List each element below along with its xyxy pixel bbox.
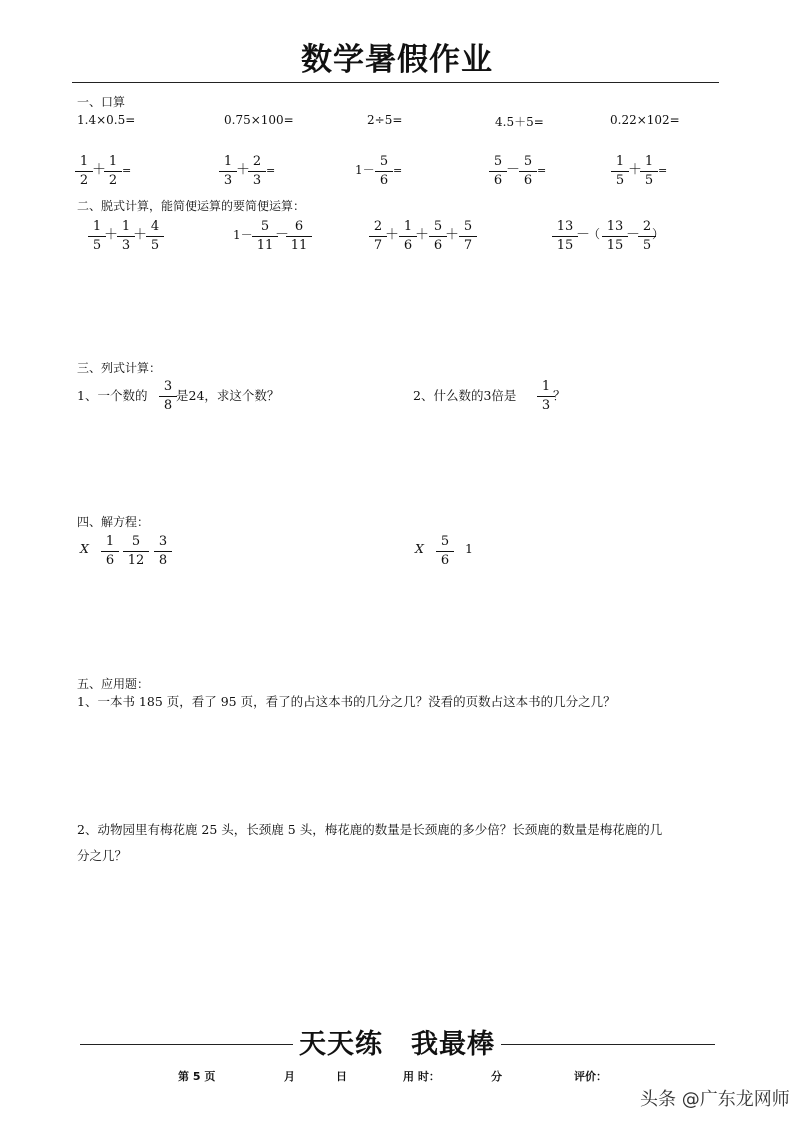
fraction: 5 6 — [374, 155, 394, 189]
equation-rhs: 1 — [465, 541, 473, 556]
fraction: 1 2 — [103, 155, 123, 189]
fraction: 5 6 — [518, 155, 538, 189]
section-2-heading: 二、脱式计算，能简便运算的要简便运算： — [77, 199, 306, 213]
operator: ＋ — [415, 227, 429, 243]
fraction: 1 2 — [74, 155, 94, 189]
footer-minute: 分 — [491, 1070, 502, 1083]
fraction: 1 6 — [398, 220, 418, 254]
close-paren: ） — [652, 227, 665, 241]
oral-calc-2: 0.75×100= — [224, 113, 294, 127]
watermark: 头条 @广东龙网师 — [640, 1089, 790, 1110]
fraction: 2 5 — [637, 220, 657, 254]
fraction: 5 6 — [428, 220, 448, 254]
section-3-heading: 三、列式计算： — [77, 361, 162, 375]
section-4-heading: 四、解方程： — [77, 515, 150, 529]
applied-problem-2-line-1: 2、动物园里有梅花鹿 25 头，长颈鹿 5 头，梅花鹿的数量是长颈鹿的多少倍？长颈鹿的数量是梅花鹿的几 — [77, 822, 663, 837]
operator: ＋ — [445, 227, 459, 243]
footer-month: 月 — [284, 1070, 295, 1083]
fraction: 1 3 — [218, 155, 238, 189]
operator: ＋ — [92, 162, 106, 178]
fraction: 1 3 — [536, 380, 556, 414]
applied-problem-1: 1、一本书 185 页，看了 95 页，看了的占这本书的几分之几？没看的页数占这本书的几分之几？ — [77, 694, 616, 709]
open-paren: （ — [588, 227, 601, 241]
fraction: 3 8 — [153, 535, 173, 569]
oral-calc-1: 1.4×0.5= — [77, 113, 136, 127]
fraction: 5 6 — [488, 155, 508, 189]
fraction: 6 11 — [285, 220, 313, 254]
operator: － — [576, 227, 590, 243]
variable-x: X — [415, 541, 424, 556]
lead-term: 1－ — [233, 228, 253, 242]
variable-x: X — [80, 541, 89, 556]
oral-calc-4: 4.5＋5= — [495, 115, 544, 129]
operator: － — [506, 162, 520, 178]
operator: ＋ — [385, 227, 399, 243]
slogan-text: 天天练 我最棒 — [293, 1029, 501, 1060]
fraction: 2 7 — [368, 220, 388, 254]
fraction: 4 5 — [145, 220, 165, 254]
fraction: 5 6 — [435, 535, 455, 569]
fraction: 5 7 — [458, 220, 478, 254]
equals-sign: = — [537, 164, 547, 177]
question-prefix: 1、一个数的 — [77, 388, 148, 403]
equals-sign: = — [122, 164, 132, 177]
fraction: 1 5 — [87, 220, 107, 254]
fraction: 5 12 — [122, 535, 150, 569]
fraction: 1 5 — [639, 155, 659, 189]
oral-calc-5: 0.22×102= — [610, 113, 680, 127]
operator: ＋ — [628, 162, 642, 178]
equals-sign: = — [393, 164, 403, 177]
fraction: 1 5 — [610, 155, 630, 189]
operator: ＋ — [133, 227, 147, 243]
lead-term: 1－ — [355, 163, 375, 177]
fraction: 13 15 — [601, 220, 629, 254]
fraction: 5 11 — [251, 220, 279, 254]
slogan — [0, 1022, 794, 1061]
footer-day: 日 — [336, 1070, 347, 1083]
question-suffix: ？ — [553, 388, 566, 403]
section-5-heading: 五、应用题： — [77, 677, 150, 691]
page-title: 数学暑假作业 — [301, 42, 493, 78]
operator: － — [275, 227, 289, 243]
footer-rating: 评价： — [574, 1070, 607, 1083]
question-prefix: 2、什么数的3倍是 — [413, 388, 517, 403]
equals-sign: = — [266, 164, 276, 177]
section-1-heading: 一、口算 — [77, 95, 126, 109]
operator: ＋ — [236, 162, 250, 178]
fraction: 2 3 — [247, 155, 267, 189]
operator: － — [626, 227, 640, 243]
question-suffix: 是24，求这个数？ — [176, 388, 280, 403]
fraction: 3 8 — [158, 380, 178, 414]
operator: ＋ — [104, 227, 118, 243]
footer-time: 用 时： — [403, 1070, 440, 1083]
fraction: 1 3 — [116, 220, 136, 254]
footer-page: 第 5 页 — [178, 1070, 216, 1083]
applied-problem-2-line-2: 分之几？ — [77, 848, 128, 863]
fraction: 1 6 — [100, 535, 120, 569]
title-rule — [72, 82, 719, 83]
fraction: 13 15 — [551, 220, 579, 254]
equals-sign: = — [658, 164, 668, 177]
oral-calc-3: 2÷5= — [367, 113, 403, 127]
